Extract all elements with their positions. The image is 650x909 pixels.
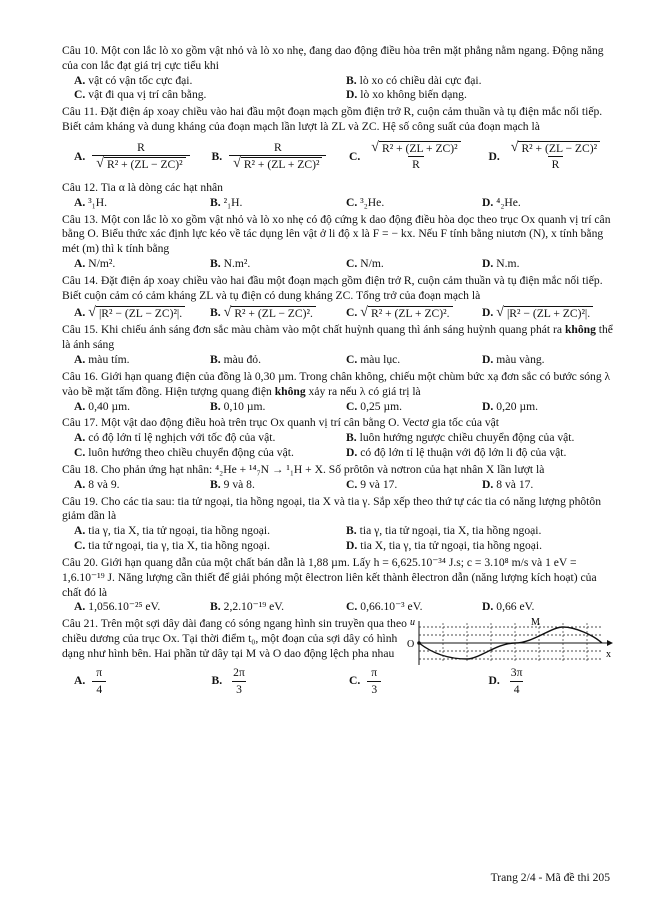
question-stem: Câu 13. Một con lắc lò xo gồm vật nhỏ và lò xo nhẹ có độ cứng k dao động điều hòa dọc theo trục Ox quanh vị trí cân bằng O. Biểu thức xác định lực kéo về tác dụng lên vật ở li độ x là F = − kx. Nếu F tính bằng niutơn (N), x tính bằng mét (m) thì k tính bằng <box>62 212 611 256</box>
stem-emphasis: không <box>564 323 596 337</box>
denominator: 4 <box>510 681 524 698</box>
o-label: O <box>407 639 415 651</box>
option-text: 9 và 17. <box>360 477 398 491</box>
option-label: B. <box>211 674 223 688</box>
option-label: A. <box>74 431 86 445</box>
option-c <box>346 196 482 211</box>
option-text: 1,056.10⁻²⁵ eV. <box>88 600 161 614</box>
option-label: C. <box>346 257 358 271</box>
question-13 <box>62 213 618 272</box>
point-o <box>417 641 421 645</box>
question-19 <box>62 495 618 554</box>
option-label: B. <box>346 524 357 538</box>
fraction <box>507 141 604 174</box>
option-text: N.m. <box>496 257 520 271</box>
option-label: C. <box>346 305 358 319</box>
option-label: A. <box>74 524 86 538</box>
option-b <box>210 600 346 615</box>
option-a <box>74 666 212 698</box>
option-d <box>488 141 618 174</box>
option-label: D. <box>482 257 494 271</box>
option-label: D. <box>346 539 358 553</box>
radicand: R² + (ZL + ZC)² <box>379 141 461 157</box>
option-label: C. <box>74 539 86 553</box>
question-stem <box>62 323 618 353</box>
option-label: B. <box>210 399 221 413</box>
denominator: 3 <box>367 681 381 698</box>
option-text: 0,10 µm. <box>223 399 266 413</box>
option-b <box>210 196 346 211</box>
x-axis-arrow <box>607 640 613 646</box>
denominator: 4 <box>92 681 106 698</box>
question-21 <box>62 617 618 701</box>
fraction <box>367 141 464 174</box>
question-11 <box>62 105 618 179</box>
option-text: tia X, tia γ, tia tử ngoại, tia hồng ngoại. <box>360 539 543 553</box>
question-12 <box>62 181 618 211</box>
option-d <box>346 446 618 461</box>
option-label: A. <box>74 195 86 209</box>
option-label: A. <box>74 399 86 413</box>
option-d <box>346 88 618 103</box>
option-label: D. <box>346 88 358 102</box>
option-d <box>488 666 618 698</box>
option-a <box>74 257 210 272</box>
question-18 <box>62 463 618 493</box>
option-label: D. <box>482 477 494 491</box>
radicand: |R² − (ZL + ZC)²|. <box>504 306 593 322</box>
option-c <box>346 400 482 415</box>
option-b <box>346 524 618 539</box>
option-d <box>482 257 618 272</box>
denominator: 3 <box>232 681 246 698</box>
option-text: lò xo có chiều dài cực đại. <box>359 73 482 87</box>
option-c <box>346 257 482 272</box>
question-stem: Câu 10. Một con lắc lò xo gồm vật nhỏ và lò xo nhẹ, đang dao động điều hòa trên mặt phẳng nằm ngang. Động năng của con lắc đạt giá trị cực tiểu khi <box>62 44 604 72</box>
denominator: R <box>408 156 424 173</box>
option-a <box>74 141 212 174</box>
option-b <box>210 353 346 368</box>
option-label: B. <box>210 353 221 367</box>
option-d <box>346 539 618 554</box>
option-label: C. <box>346 195 358 209</box>
fraction <box>229 666 249 698</box>
option-a <box>74 431 346 446</box>
question-stem <box>62 370 618 400</box>
option-label: C. <box>349 149 361 163</box>
question-stem: Câu 20. Giới hạn quang dẫn của một chất bán dẫn là 1,88 µm. Lấy h = 6,625.10⁻³⁴ J.s; c = 3.10⁸ m/s và 1 eV = 1,6.10⁻¹⁹ J. Năng lượng cần thiết để giải phóng một êlectron liên kết thành êlectron dẫn (năng lượng kích hoạt) của chất đó là <box>62 555 597 599</box>
option-label: D. <box>482 305 494 319</box>
radicand: R² + (ZL + ZC)² <box>241 157 323 173</box>
option-c: C. √ R² + (ZL + ZC)². <box>346 306 482 322</box>
radicand: R² + (ZL − ZC)². <box>231 306 316 322</box>
option-c <box>346 600 482 615</box>
option-a <box>74 478 210 493</box>
option-label: C. <box>346 353 358 367</box>
option-label: D. <box>482 399 494 413</box>
option-a: A. √ |R² − (ZL − ZC)²|. <box>74 306 210 322</box>
question-stem: Câu 19. Cho các tia sau: tia tử ngoại, tia hồng ngoại, tia X và tia γ. Sắp xếp theo thứ tự các tia có năng lượng phôtôn giảm dần là <box>62 494 601 523</box>
option-label: C. <box>74 446 86 460</box>
option-label: C. <box>74 88 86 102</box>
option-text: ³₁H. <box>88 195 108 209</box>
option-text: 0,66 eV. <box>496 600 535 614</box>
question-stem: Câu 18. Cho phản ứng hạt nhân: ⁴₂He + ¹⁴₇N → ¹₁H + X. Số prôtôn và nơtron của hạt nhân X lần lượt là <box>62 462 545 476</box>
question-17 <box>62 416 618 460</box>
question-stem: Câu 12. Tia α là dòng các hạt nhân <box>62 180 223 194</box>
option-label: A. <box>74 674 86 688</box>
option-label: D. <box>482 353 494 367</box>
option-text: 8 và 17. <box>496 477 534 491</box>
option-label: A. <box>74 257 86 271</box>
option-label: D. <box>488 149 500 163</box>
stem-text: xảy ra nếu λ có giá trị là <box>305 384 421 398</box>
denominator: √ R² + (ZL + ZC)² <box>229 155 326 173</box>
radicand: |R² − (ZL − ZC)²|. <box>96 306 185 322</box>
option-d <box>482 478 618 493</box>
stem-text: thể là ánh sáng <box>62 323 613 352</box>
option-b <box>210 257 346 272</box>
option-label: D. <box>346 446 358 460</box>
numerator: 3π <box>510 665 523 679</box>
stem-text: Câu 16. Giới hạn quang điện của đồng là 0,30 µm. Trong chân không, chiếu một chùm bức xạ đơn sắc có bước sóng λ vào bề mặt tấm đồng. Hiện tượng quang điện <box>62 369 611 398</box>
page-content <box>62 44 618 704</box>
option-text: có độ lớn tỉ lệ nghịch với tốc độ của vật. <box>88 431 276 445</box>
option-b <box>212 141 350 174</box>
option-text: ³₂He. <box>360 195 385 209</box>
option-text: N/m. <box>360 257 384 271</box>
option-text: màu đỏ. <box>223 353 261 367</box>
option-d: D. √ |R² − (ZL + ZC)²|. <box>482 306 618 322</box>
fraction <box>229 141 326 174</box>
option-label: A. <box>74 73 86 87</box>
option-text: màu lục. <box>360 353 401 367</box>
option-label: B. <box>210 477 221 491</box>
option-text: ²₁H. <box>223 195 243 209</box>
radicand: R² + (ZL − ZC)² <box>104 157 186 173</box>
fraction <box>507 666 527 698</box>
option-text: N/m². <box>88 257 116 271</box>
option-b: B. √ R² + (ZL − ZC)². <box>210 306 346 322</box>
stem-text: Câu 15. Khi chiếu ánh sáng đơn sắc màu chàm vào một chất huỳnh quang thì ánh sáng huỳnh quang phát ra <box>62 323 565 337</box>
option-b <box>210 478 346 493</box>
option-text: 8 và 9. <box>88 477 120 491</box>
question-14 <box>62 274 618 321</box>
u-label: u <box>410 617 415 629</box>
option-label: C. <box>346 477 358 491</box>
option-d <box>482 600 618 615</box>
option-a <box>74 400 210 415</box>
numerator: √ R² + (ZL − ZC)² <box>507 141 604 157</box>
option-b <box>210 400 346 415</box>
question-16 <box>62 370 618 414</box>
numerator: π <box>371 665 378 679</box>
numerator: R <box>137 140 145 154</box>
option-c <box>349 141 488 174</box>
option-label: B. <box>210 305 221 319</box>
option-label: B. <box>210 257 221 271</box>
option-label: B. <box>346 431 357 445</box>
numerator: π <box>96 665 103 679</box>
denominator: R <box>548 156 564 173</box>
option-label: A. <box>74 149 86 163</box>
option-label: D. <box>488 674 500 688</box>
numerator: R <box>273 140 282 154</box>
option-label: A. <box>74 305 86 319</box>
option-label: A. <box>74 477 86 491</box>
question-stem: Câu 21. Trên một sợi dây dài đang có sóng ngang hình sin truyền qua theo chiều dương của trục Ox. Tại thời điểm t₀, một đoạn của sợi dây có hình dạng như hình bên. Hai phần tử dây tại M và O dao động lệch pha nhau <box>62 617 407 660</box>
option-text: 0,66.10⁻³ eV. <box>360 600 423 614</box>
option-a <box>74 353 210 368</box>
option-b <box>346 431 618 446</box>
option-label: D. <box>482 195 494 209</box>
denominator: √ R² + (ZL − ZC)² <box>92 155 189 173</box>
option-c <box>349 666 488 698</box>
option-text: vật có vận tốc cực đại. <box>88 73 193 87</box>
option-text: 0,20 µm. <box>496 399 539 413</box>
option-c <box>346 478 482 493</box>
option-label: B. <box>346 73 357 87</box>
fraction <box>92 666 106 698</box>
numerator: √ R² + (ZL + ZC)² <box>367 141 464 157</box>
option-label: C. <box>349 674 361 688</box>
question-15 <box>62 323 618 367</box>
numerator: 2π <box>233 665 245 679</box>
option-d <box>482 400 618 415</box>
option-text: 2,2.10⁻¹⁹ eV. <box>223 600 285 614</box>
option-text: tia γ, tia X, tia tử ngoại, tia hồng ngoại. <box>88 524 271 538</box>
fraction <box>367 666 381 698</box>
question-stem: Câu 14. Đặt điện áp xoay chiều vào hai đầu một đoạn mạch gồm điện trở R, cuộn cảm thuần và tụ điện mắc nối tiếp. Biết cuộn cảm có cảm kháng ZL và tụ điện có dung kháng ZC. Tổng trở của đoạn mạch là <box>62 273 603 302</box>
option-label: B. <box>210 600 221 614</box>
x-label: x <box>606 649 611 661</box>
radicand: R² + (ZL − ZC)² <box>518 141 600 157</box>
option-text: lò xo không biến dạng. <box>360 88 467 102</box>
option-d <box>482 196 618 211</box>
option-label: D. <box>482 600 494 614</box>
option-c <box>74 446 346 461</box>
question-stem: Câu 17. Một vật dao động điều hoà trên trục Ox quanh vị trí cân bằng O. Vectơ gia tốc của vật <box>62 416 500 430</box>
fraction <box>92 141 189 174</box>
option-label: A. <box>74 353 86 367</box>
option-label: B. <box>210 195 221 209</box>
question-10 <box>62 44 618 103</box>
option-text: vật đi qua vị trí cân bằng. <box>88 88 207 102</box>
option-a <box>74 74 346 89</box>
option-text: N.m². <box>223 257 251 271</box>
option-b <box>346 74 618 89</box>
option-text: luôn hướng ngược chiều chuyển động của vật. <box>359 431 575 445</box>
question-stem: Câu 11. Đặt điện áp xoay chiều vào hai đầu một đoạn mạch gồm điện trở R, cuộn cảm thuần và tụ điện mắc nối tiếp. Biết cảm kháng và dung kháng của đoạn mạch lần lượt là ZL và ZC. Hệ số công suất của đoạn mạch là <box>62 105 603 134</box>
option-text: 9 và 8. <box>223 477 255 491</box>
option-c <box>346 353 482 368</box>
option-label: B. <box>211 149 223 163</box>
option-text: tia γ, tia tử ngoại, tia X, tia hồng ngoại. <box>359 524 542 538</box>
option-c <box>74 539 346 554</box>
option-label: C. <box>346 600 358 614</box>
option-text: ⁴₂He. <box>496 195 521 209</box>
option-a <box>74 600 210 615</box>
option-text: có độ lớn tỉ lệ thuận với độ lớn li độ của vật. <box>360 446 567 460</box>
option-text: màu tím. <box>88 353 130 367</box>
option-c <box>74 88 346 103</box>
option-text: 0,40 µm. <box>88 399 131 413</box>
option-a <box>74 196 210 211</box>
stem-emphasis: không <box>274 384 306 398</box>
option-b <box>212 666 350 698</box>
option-label: C. <box>346 399 358 413</box>
option-text: tia tử ngoại, tia γ, tia X, tia hồng ngoại. <box>88 539 271 553</box>
option-text: 0,25 µm. <box>360 399 403 413</box>
option-a <box>74 524 346 539</box>
m-label: M <box>531 617 540 629</box>
option-d <box>482 353 618 368</box>
option-text: luôn hướng theo chiều chuyển động của vật. <box>88 446 294 460</box>
option-text: màu vàng. <box>496 353 545 367</box>
page-footer: Trang 2/4 - Mã đề thi 205 <box>490 871 610 884</box>
wave-figure <box>407 617 617 669</box>
radicand: R² + (ZL + ZC)². <box>368 306 453 322</box>
question-20 <box>62 556 618 615</box>
option-label: A. <box>74 600 86 614</box>
